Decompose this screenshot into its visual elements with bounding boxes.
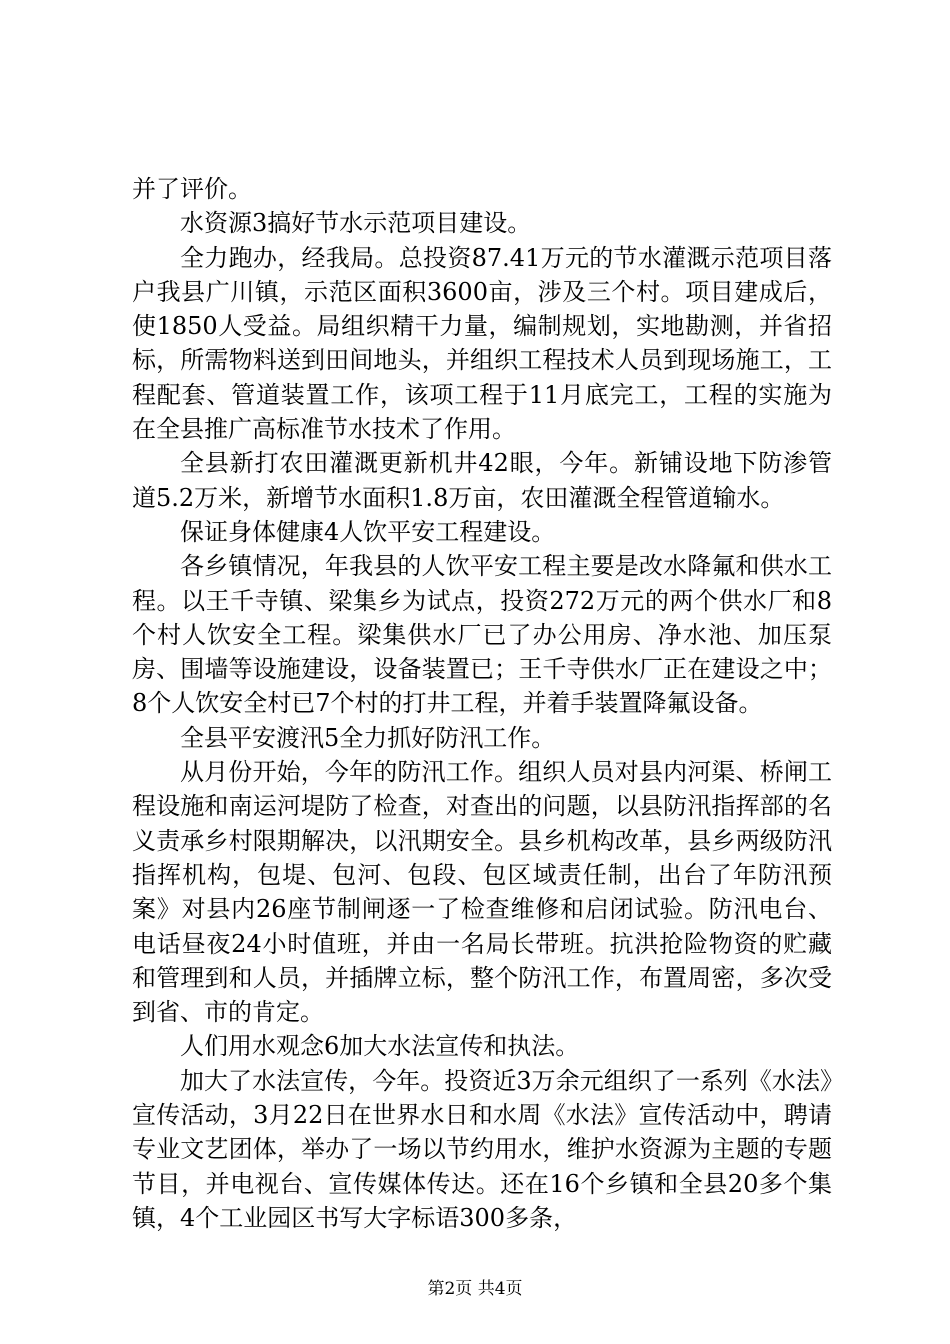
- paragraph-6: 各乡镇情况，年我县的人饮平安工程主要是改水降氟和供水工程。以王千寺镇、梁集乡为试点，投资272万元的两个供水厂和8个村人饮安全工程。梁集供水厂已了办公用房、净水池、加压泵房、围墙等设施建设，设备装置已；王千寺供水厂正在建设之中；8个人饮安全村已7个村的打井工程，并着手装置降氟设备。: [132, 552, 832, 718]
- body-text: [132, 172, 832, 1235]
- paragraph-8: 从月份开始，今年的防汛工作。组织人员对县内河渠、桥闸工程设施和南运河堤防了检查，对查出的问题，以县防汛指挥部的名义责承乡村限期解决，以汛期安全。县乡机构改革，县乡两级防汛指挥机构，包堤、包河、包段、包区域责任制，出台了年防汛预案》对县内26座节制闸逐一了检查维修和启闭试验。防汛电台、电话昼夜24小时值班，并由一名局长带班。抗洪抢险物资的贮藏和管理到和人员，并插牌立标，整个防汛工作，布置周密，多次受到省、市的肯定。: [132, 758, 832, 1027]
- paragraph-2: 水资源3搞好节水示范项目建设。: [180, 209, 532, 238]
- paragraph-4: 全县新打农田灌溉更新机井42眼，今年。新铺设地下防渗管道5.2万米，新增节水面积1.8万亩，农田灌溉全程管道输水。: [132, 449, 832, 512]
- paragraph-1: 并了评价。: [132, 175, 252, 203]
- paragraph-9: 人们用水观念6加大水法宣传和执法。: [180, 1032, 580, 1061]
- page-footer: 第2页 共4页: [427, 1279, 523, 1299]
- paragraph-10: 加大了水法宣传，今年。投资近3万余元组织了一系列《水法》宣传活动，3月22日在世界水日和水周《水法》宣传活动中，聘请专业文艺团体，举办了一场以节约用水，维护水资源为主题的专题节目，并电视台、宣传媒体传达。还在16个乡镇和全县20多个集镇，4个工业园区书写大字标语300多条，: [132, 1066, 832, 1232]
- paragraph-3: 全力跑办，经我局。总投资87.41万元的节水灌溉示范项目落户我县广川镇，示范区面积3600亩，涉及三个村。项目建成后，使1850人受益。局组织精干力量，编制规划，实地勘测，并省招标，所需物料送到田间地头，并组织工程技术人员到现场施工，工程配套、管道装置工作，该项工程于11月底完工，工程的实施为在全县推广高标准节水技术了作用。: [132, 243, 832, 444]
- paragraph-7: 全县平安渡汛5全力抓好防汛工作。: [180, 723, 556, 752]
- paragraph-5: 保证身体健康4人饮平安工程建设。: [180, 517, 556, 546]
